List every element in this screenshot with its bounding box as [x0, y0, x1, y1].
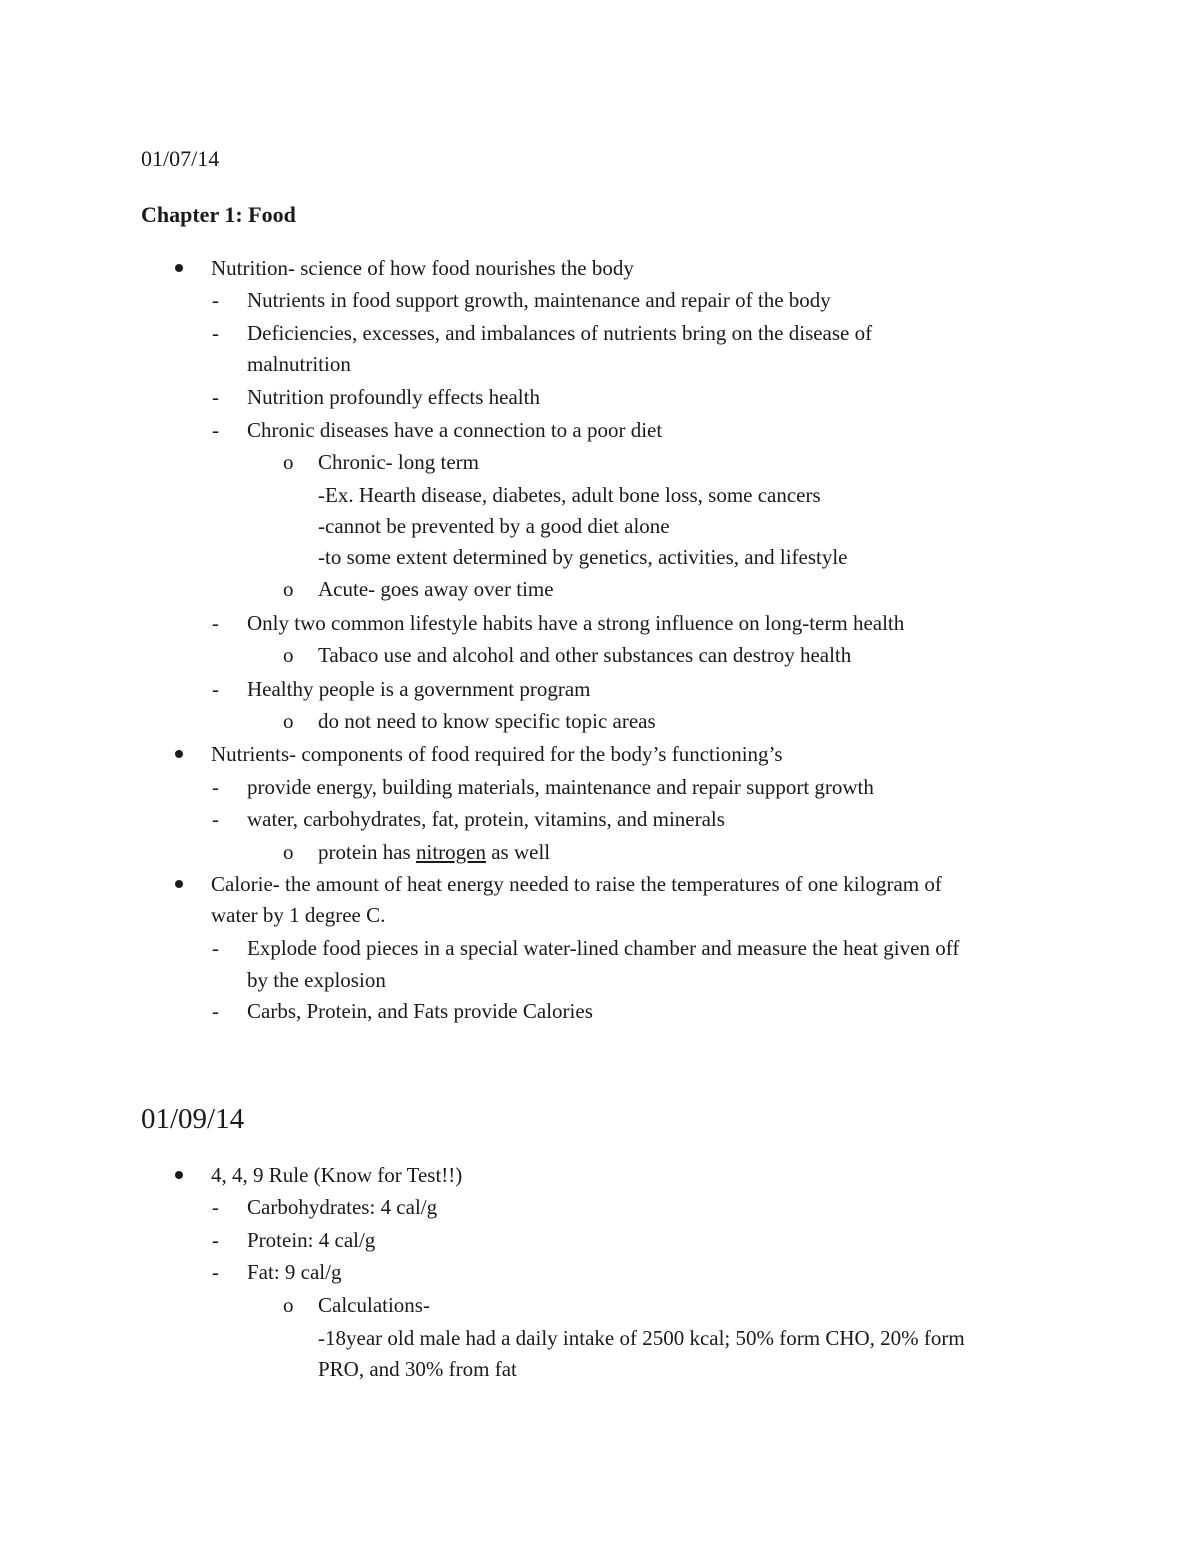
dash-text: Explode food pieces in a special water-lined chamber and measure the heat given off — [247, 936, 960, 960]
sub-item-text: Calculations- — [318, 1293, 430, 1317]
dash-marker: - — [212, 1228, 219, 1252]
sub-item-text: Chronic- long term — [318, 450, 479, 474]
dash-text: Fat: 9 cal/g — [247, 1260, 342, 1284]
underlined-term: nitrogen — [415, 840, 486, 864]
dash-text: water, carbohydrates, fat, protein, vitamins, and minerals — [247, 807, 725, 831]
dash-marker: - — [212, 385, 219, 409]
sub-item-text: Tabaco use and alcohol and other substances can destroy health — [318, 643, 852, 667]
dash-text-continued: malnutrition — [247, 352, 351, 376]
bullet-marker — [175, 880, 183, 888]
circle-marker: o — [283, 643, 294, 667]
sub-item-text-end: as well — [485, 840, 551, 864]
circle-marker: o — [283, 577, 294, 601]
bullet-text: Nutrients- components of food required for the body’s functioning’s — [211, 742, 783, 766]
bullet-marker — [175, 750, 183, 758]
sub-item-text-start: protein has — [318, 840, 416, 864]
bullet-text: 4, 4, 9 Rule (Know for Test!!) — [211, 1163, 463, 1187]
dash-marker: - — [212, 321, 219, 345]
dash-marker: - — [212, 936, 219, 960]
dash-text: Protein: 4 cal/g — [247, 1228, 376, 1252]
dash-marker: - — [212, 1260, 219, 1284]
dash-text: Deficiencies, excesses, and imbalances of nutrients bring on the disease of — [247, 321, 873, 345]
bullet-text: Calorie- the amount of heat energy needed to raise the temperatures of one kilogram of — [211, 872, 942, 896]
dash-marker: - — [212, 288, 219, 312]
dash-text-continued: by the explosion — [247, 968, 386, 992]
dash-marker: - — [212, 418, 219, 442]
sub-item-text — [318, 839, 550, 865]
circle-marker: o — [283, 709, 294, 733]
dash-marker: - — [212, 1195, 219, 1219]
circle-marker: o — [283, 1293, 294, 1317]
date-heading: 01/09/14 — [141, 1103, 245, 1135]
dash-text: Only two common lifestyle habits have a strong influence on long-term health — [247, 611, 905, 635]
detail-line: -18year old male had a daily intake of 2500 kcal; 50% form CHO, 20% form — [318, 1326, 965, 1350]
detail-line-continued: PRO, and 30% from fat — [318, 1357, 517, 1381]
dash-text: provide energy, building materials, maintenance and repair support growth — [247, 775, 874, 799]
detail-line: -to some extent determined by genetics, activities, and lifestyle — [318, 545, 848, 569]
dash-marker: - — [212, 999, 219, 1023]
circle-marker: o — [283, 450, 294, 474]
dash-marker: - — [212, 775, 219, 799]
detail-line: -cannot be prevented by a good diet alone — [318, 514, 670, 538]
dash-marker: - — [212, 807, 219, 831]
sub-item-text: do not need to know specific topic areas — [318, 709, 656, 733]
dash-text: Carbs, Protein, and Fats provide Calories — [247, 999, 593, 1023]
bullet-marker — [175, 1171, 183, 1179]
dash-marker: - — [212, 611, 219, 635]
dash-text: Nutrition profoundly effects health — [247, 385, 540, 409]
date-heading: 01/07/14 — [141, 146, 220, 171]
bullet-marker — [175, 264, 183, 272]
chapter-heading: Chapter 1: Food — [141, 202, 296, 227]
dash-marker: - — [212, 677, 219, 701]
sub-item-text: Acute- goes away over time — [318, 577, 554, 601]
detail-line: -Ex. Hearth disease, diabetes, adult bone loss, some cancers — [318, 483, 821, 507]
circle-marker: o — [283, 840, 294, 864]
dash-text: Nutrients in food support growth, maintenance and repair of the body — [247, 288, 831, 312]
dash-text: Healthy people is a government program — [247, 677, 591, 701]
dash-text: Carbohydrates: 4 cal/g — [247, 1195, 438, 1219]
bullet-text: Nutrition- science of how food nourishes the body — [211, 256, 634, 280]
bullet-text-continued: water by 1 degree C. — [211, 903, 386, 927]
dash-text: Chronic diseases have a connection to a poor diet — [247, 418, 663, 442]
